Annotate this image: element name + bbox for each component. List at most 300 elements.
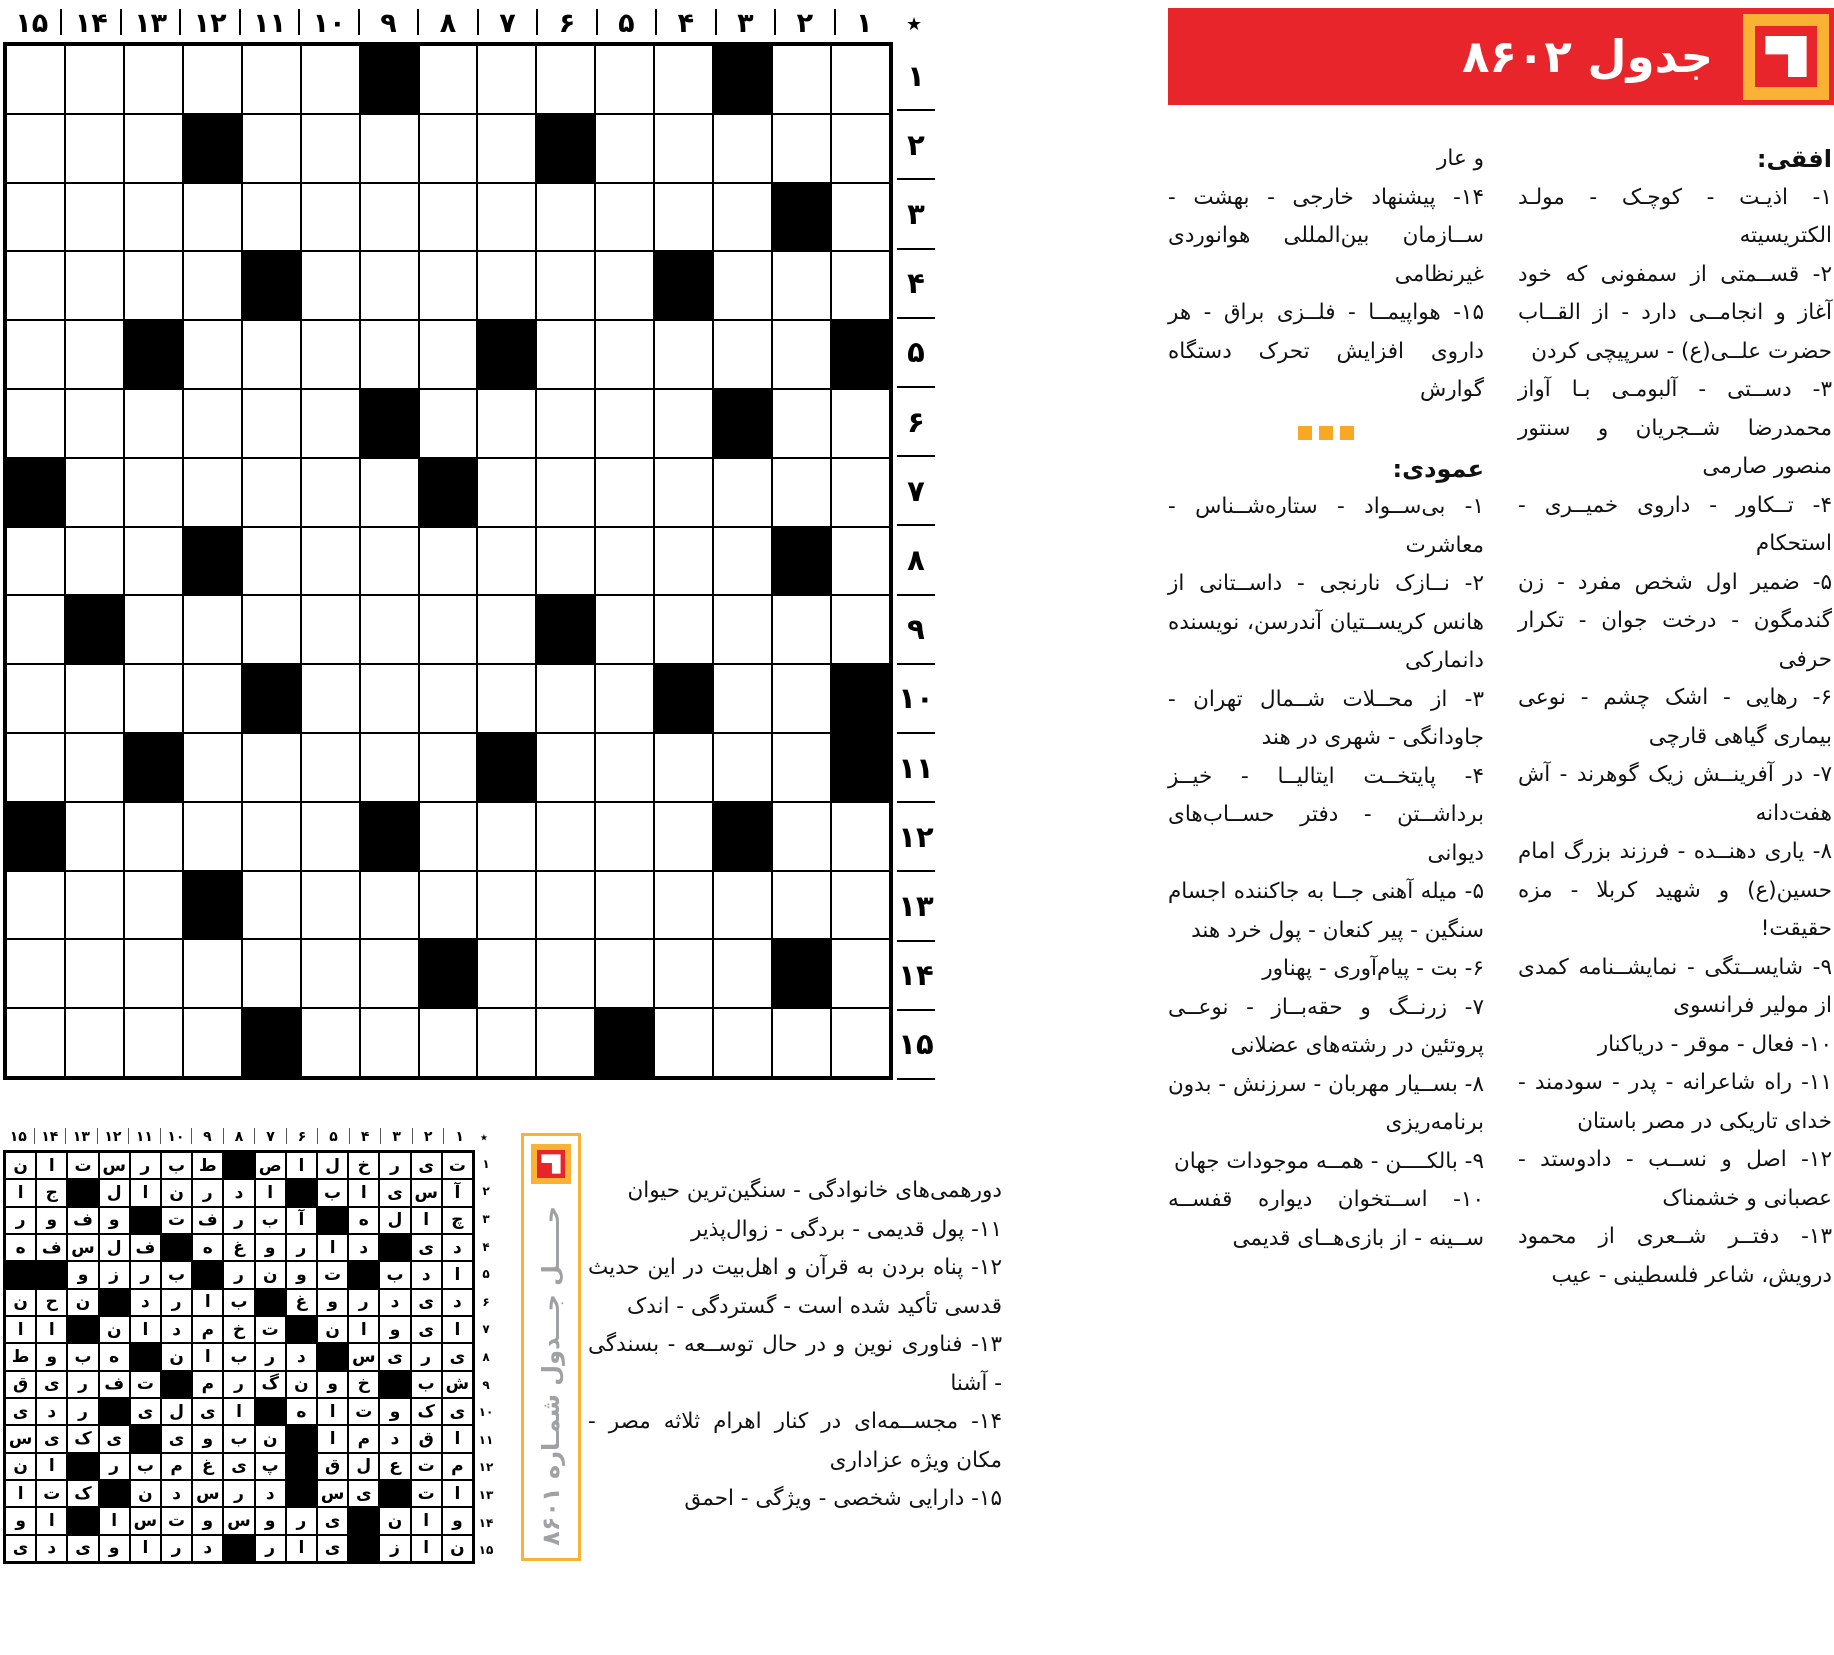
solved-letter-cell: غ [286,1289,317,1316]
grid-cell[interactable] [654,733,713,802]
solved-letter-cell: د [286,1343,317,1370]
grid-cell[interactable] [242,320,301,389]
grid-cell[interactable] [65,251,124,320]
solved-letter-cell: م [442,1453,473,1480]
grid-cell[interactable] [831,45,890,114]
grid-cell[interactable] [360,183,419,252]
grid-cell[interactable] [536,802,595,871]
grid-cell[interactable] [183,320,242,389]
grid-cell[interactable] [772,251,831,320]
grid-cell[interactable] [124,871,183,940]
grid-cell[interactable] [242,527,301,596]
grid-black-cell [654,251,713,320]
solved-grid-row-labels [477,1150,495,1564]
grid-cell[interactable] [831,939,890,1008]
grid-cell[interactable] [301,1008,360,1077]
grid-cell[interactable] [654,320,713,389]
solved-grid-col-label: ۱۵ [9,1129,27,1145]
grid-cell[interactable] [124,802,183,871]
grid-cell[interactable] [477,871,536,940]
grid-cell[interactable] [360,1008,419,1077]
solved-letter-cell: ه [348,1207,379,1234]
grid-cell[interactable] [772,733,831,802]
grid-black-cell [124,733,183,802]
grid-cell[interactable] [713,871,772,940]
solved-letter-cell: ف [99,1371,130,1398]
solved-black-cell [286,1179,317,1206]
solved-grid-row-label: ۱۱ [478,1432,494,1447]
grid-cell[interactable] [301,664,360,733]
grid-cell[interactable] [654,458,713,527]
across-clue: ۸- یاری دهنــده - فرزند بزرگ امام حسین(ع) و شهید کربلا - مزه حقیقت! [1518,839,1832,941]
grid-cell[interactable] [360,527,419,596]
solved-letter-cell: ص [255,1152,286,1179]
grid-black-cell [360,802,419,871]
grid-cell[interactable] [831,871,890,940]
grid-cell[interactable] [654,183,713,252]
down-clue: ۴- پایتخــت ایتالیــا - خیــز برداشــتن - دفتر حســاب‌های دیوانی [1168,763,1484,866]
solved-letter-cell: ا [317,1398,348,1425]
grid-cell[interactable] [183,595,242,664]
grid-cell[interactable] [360,733,419,802]
grid-cell[interactable] [65,664,124,733]
solved-black-cell [223,1535,254,1562]
solved-letter-cell: ه [286,1398,317,1425]
grid-cell[interactable] [242,871,301,940]
grid-cell[interactable] [595,802,654,871]
grid-cell[interactable] [124,458,183,527]
solved-black-cell [348,1535,379,1562]
grid-cell[interactable] [301,733,360,802]
solved-black-cell [67,1507,98,1534]
solved-letter-cell: ک [411,1398,442,1425]
solved-letter-cell: ی [5,1535,36,1562]
grid-cell[interactable] [536,458,595,527]
solved-letter-cell: آ [286,1207,317,1234]
grid-cell[interactable] [183,183,242,252]
grid-cell[interactable] [6,871,65,940]
grid-cell[interactable] [477,939,536,1008]
grid-cell[interactable] [713,183,772,252]
grid-cell[interactable] [6,251,65,320]
grid-cell[interactable] [595,527,654,596]
grid-cell[interactable] [536,664,595,733]
main-grid-col-label: ۱۰ [298,9,357,35]
solved-letter-cell: ب [379,1261,410,1288]
solved-letter-cell: ا [36,1316,67,1343]
grid-cell[interactable] [595,320,654,389]
grid-cell[interactable] [536,389,595,458]
across-clue: ۹- شایســتگی - نمایشــنامه کمدی از مولیر فرانسوی [1518,954,1832,1018]
solved-letter-cell: ل [317,1152,348,1179]
solved-letter-cell: ن [99,1316,130,1343]
grid-cell[interactable] [124,389,183,458]
solved-grid-row-label: ۸ [482,1349,490,1364]
grid-cell[interactable] [654,802,713,871]
grid-cell[interactable] [831,802,890,871]
grid-cell[interactable] [772,45,831,114]
grid-black-cell [183,114,242,183]
grid-cell[interactable] [477,458,536,527]
solved-letter-cell: ت [442,1152,473,1179]
grid-cell[interactable] [183,458,242,527]
grid-cell[interactable] [595,251,654,320]
solved-black-cell [317,1343,348,1370]
grid-cell[interactable] [654,1008,713,1077]
grid-cell[interactable] [242,733,301,802]
solved-letter-cell: ر [348,1289,379,1316]
solved-letter-cell: ی [192,1398,223,1425]
grid-cell[interactable] [419,45,478,114]
grid-cell[interactable] [713,527,772,596]
solved-letter-cell: ش [442,1371,473,1398]
grid-cell[interactable] [6,733,65,802]
grid-cell[interactable] [301,114,360,183]
solved-letter-cell: ب [411,1371,442,1398]
grid-cell[interactable] [301,527,360,596]
grid-cell[interactable] [242,114,301,183]
grid-cell[interactable] [124,114,183,183]
solved-black-cell [161,1234,192,1261]
grid-cell[interactable] [301,320,360,389]
solved-grid-row-label: ۷ [482,1322,490,1337]
grid-cell[interactable] [65,1008,124,1077]
grid-cell[interactable] [183,251,242,320]
grid-cell[interactable] [242,389,301,458]
grid-cell[interactable] [65,183,124,252]
grid-cell[interactable] [6,45,65,114]
solved-letter-cell: ا [348,1179,379,1206]
solved-letter-cell: ت [411,1480,442,1507]
grid-cell[interactable] [477,45,536,114]
grid-cell[interactable] [654,527,713,596]
grid-cell[interactable] [595,114,654,183]
solved-letter-cell: د [442,1234,473,1261]
solved-black-cell [130,1343,161,1370]
grid-cell[interactable] [595,733,654,802]
grid-cell[interactable] [183,664,242,733]
solved-letter-cell: س [130,1507,161,1534]
grid-cell[interactable] [360,595,419,664]
across-clue: ۱۳- دفتــر شــعری از محمود درویش، شاعر فلسطینی - عیب [1518,1224,1832,1288]
grid-cell[interactable] [301,458,360,527]
grid-cell[interactable] [419,733,478,802]
main-grid-col-label: ۲ [774,9,833,35]
grid-cell[interactable] [477,389,536,458]
grid-cell[interactable] [536,1008,595,1077]
grid-cell[interactable] [713,320,772,389]
grid-cell[interactable] [831,458,890,527]
solved-letter-cell: ر [161,1535,192,1562]
grid-cell[interactable] [124,527,183,596]
grid-cell[interactable] [360,251,419,320]
grid-cell[interactable] [477,527,536,596]
grid-cell[interactable] [595,183,654,252]
main-grid-row-label: ۱۱ [897,734,935,803]
grid-cell[interactable] [242,183,301,252]
solved-letter-cell: ن [255,1425,286,1452]
grid-cell[interactable] [419,595,478,664]
grid-cell[interactable] [713,251,772,320]
grid-cell[interactable] [6,183,65,252]
grid-cell[interactable] [831,183,890,252]
grid-cell[interactable] [654,45,713,114]
solved-black-cell [5,1261,36,1288]
grid-black-cell [831,733,890,802]
grid-cell[interactable] [242,939,301,1008]
across-clue: ۶- رهایی - اشک چشم - نوعی بیماری گیاهی قارچی [1518,685,1832,749]
main-grid-row-label: ۱۰ [897,665,935,734]
grid-cell[interactable] [65,871,124,940]
grid-cell[interactable] [831,251,890,320]
solved-letter-cell: ا [130,1316,161,1343]
grid-cell[interactable] [831,389,890,458]
main-grid-row-label: ۲ [897,111,935,180]
grid-cell[interactable] [772,389,831,458]
grid-cell[interactable] [301,871,360,940]
grid-cell[interactable] [6,389,65,458]
grid-cell[interactable] [360,871,419,940]
grid-cell[interactable] [713,458,772,527]
grid-cell[interactable] [772,458,831,527]
grid-cell[interactable] [831,527,890,596]
solved-letter-cell: ا [348,1316,379,1343]
grid-cell[interactable] [242,45,301,114]
grid-cell[interactable] [6,939,65,1008]
grid-cell[interactable] [772,871,831,940]
grid-cell[interactable] [360,939,419,1008]
grid-cell[interactable] [419,527,478,596]
solved-letter-cell: ر [255,1535,286,1562]
solved-letter-cell: د [192,1535,223,1562]
solved-letter-cell: و [317,1289,348,1316]
grid-cell[interactable] [477,802,536,871]
solved-grid-row-label: ۹ [482,1377,490,1392]
grid-cell[interactable] [419,183,478,252]
grid-cell[interactable] [477,664,536,733]
grid-cell[interactable] [536,183,595,252]
grid-cell[interactable] [419,114,478,183]
grid-cell[interactable] [654,595,713,664]
solved-letter-cell: ح [36,1289,67,1316]
grid-cell[interactable] [65,114,124,183]
grid-cell[interactable] [419,664,478,733]
grid-cell[interactable] [477,251,536,320]
solved-letter-cell: ر [130,1152,161,1179]
grid-cell[interactable] [65,802,124,871]
grid-cell[interactable] [6,664,65,733]
main-grid-column-labels [3,6,893,38]
solved-letter-cell: ر [223,1480,254,1507]
grid-cell[interactable] [360,664,419,733]
grid-cell[interactable] [772,1008,831,1077]
grid-cell[interactable] [831,595,890,664]
grid-cell[interactable] [65,389,124,458]
solved-crossword-grid [3,1150,475,1564]
solved-letter-cell: ب [223,1343,254,1370]
grid-cell[interactable] [831,1008,890,1077]
grid-cell[interactable] [124,939,183,1008]
grid-cell[interactable] [183,802,242,871]
grid-cell[interactable] [536,45,595,114]
solved-letter-cell: ب [161,1152,192,1179]
grid-cell[interactable] [654,871,713,940]
solved-letter-cell: ا [36,1453,67,1480]
solved-letter-cell: س [317,1480,348,1507]
solved-letter-cell: ل [99,1179,130,1206]
grid-cell[interactable] [360,458,419,527]
grid-black-cell [242,251,301,320]
down-clue: ۷- زرنــگ و حقه‌بــاز - نوعــی پروتئین در رشته‌های عضلانی [1168,994,1484,1058]
grid-cell[interactable] [301,45,360,114]
grid-cell[interactable] [6,1008,65,1077]
grid-cell[interactable] [65,458,124,527]
grid-cell[interactable] [183,733,242,802]
main-grid-col-label: ۱۵ [15,8,49,39]
solved-letter-cell: ه [5,1234,36,1261]
solved-grid-col-label: ۱ [443,1128,475,1144]
solved-letter-cell: و [442,1507,473,1534]
grid-cell[interactable] [595,871,654,940]
solved-black-cell [99,1480,130,1507]
grid-black-cell [183,527,242,596]
grid-cell[interactable] [242,595,301,664]
grid-cell[interactable] [713,733,772,802]
grid-cell[interactable] [6,114,65,183]
grid-cell[interactable] [772,802,831,871]
grid-cell[interactable] [124,664,183,733]
grid-cell[interactable] [654,939,713,1008]
grid-cell[interactable] [6,320,65,389]
grid-cell[interactable] [831,114,890,183]
grid-cell[interactable] [713,595,772,664]
grid-cell[interactable] [65,320,124,389]
logo-inner-square [1755,26,1817,88]
solved-letter-cell: م [192,1371,223,1398]
solved-grid-col-label: ۴ [349,1128,381,1144]
across-clue: ۱۰- فعال - موقر - دریاکنار [1597,1031,1832,1057]
grid-cell[interactable] [654,389,713,458]
grid-cell[interactable] [713,664,772,733]
grid-cell[interactable] [536,527,595,596]
main-grid-row-labels [897,42,935,1080]
solved-letter-cell: و [379,1316,410,1343]
grid-cell[interactable] [124,595,183,664]
grid-cell[interactable] [301,802,360,871]
grid-cell[interactable] [536,939,595,1008]
across-clue-13-continuation: و عار [1437,146,1484,171]
grid-cell[interactable] [477,114,536,183]
grid-cell[interactable] [772,664,831,733]
solved-letter-cell: ی [411,1152,442,1179]
grid-cell[interactable] [124,45,183,114]
grid-cell[interactable] [124,1008,183,1077]
grid-cell[interactable] [772,320,831,389]
grid-cell[interactable] [595,595,654,664]
grid-cell[interactable] [124,251,183,320]
grid-cell[interactable] [360,114,419,183]
grid-cell[interactable] [183,939,242,1008]
grid-cell[interactable] [301,595,360,664]
grid-cell[interactable] [419,1008,478,1077]
solved-letter-cell: و [67,1261,98,1288]
grid-cell[interactable] [419,802,478,871]
grid-cell[interactable] [301,939,360,1008]
grid-cell[interactable] [6,527,65,596]
grid-cell[interactable] [6,595,65,664]
down-clue: ۱۰- اســتخوان دیواره قفســه ســینه - از بازی‌هــای قدیمی [1168,1187,1484,1251]
solved-letter-cell: ی [99,1425,130,1452]
grid-cell[interactable] [242,458,301,527]
solved-black-cell [379,1234,410,1261]
grid-cell[interactable] [65,733,124,802]
solved-letter-cell: ی [411,1316,442,1343]
grid-cell[interactable] [183,45,242,114]
grid-cell[interactable] [713,1008,772,1077]
grid-cell[interactable] [183,389,242,458]
solved-letter-cell: ر [130,1261,161,1288]
grid-cell[interactable] [301,251,360,320]
grid-cell[interactable] [595,458,654,527]
grid-cell[interactable] [477,595,536,664]
grid-cell[interactable] [301,183,360,252]
grid-cell[interactable] [65,45,124,114]
down-clue: ۲- نــازک نارنجی - داســتانی از هانس کریســتیان آندرسن، نویسنده دانمارکی [1168,571,1484,673]
grid-cell[interactable] [124,183,183,252]
grid-cell[interactable] [419,389,478,458]
grid-black-cell [6,802,65,871]
grid-cell[interactable] [595,939,654,1008]
solved-black-cell [286,1316,317,1343]
grid-cell[interactable] [65,939,124,1008]
solved-grid-col-label: ۸ [223,1128,255,1144]
grid-cell[interactable] [772,595,831,664]
down-clue: ۳- از محــلات شــمال تهران - جاودانگی - شهری در هند [1168,686,1484,750]
grid-black-cell [242,664,301,733]
solved-letter-cell: ب [255,1207,286,1234]
grid-cell[interactable] [419,251,478,320]
grid-cell[interactable] [595,389,654,458]
solved-letter-cell: ا [286,1535,317,1562]
grid-cell[interactable] [477,183,536,252]
middle-clues-column [1168,140,1484,1650]
grid-cell[interactable] [713,114,772,183]
grid-cell[interactable] [301,389,360,458]
grid-cell[interactable] [536,320,595,389]
grid-cell[interactable] [360,320,419,389]
grid-cell[interactable] [536,871,595,940]
grid-cell[interactable] [654,114,713,183]
solved-letter-cell: خ [348,1371,379,1398]
solved-letter-cell: ر [161,1289,192,1316]
across-clue: ۱۴- پیشنهاد خارجی - بهشت - ســازمان بین‌المللی هوانوردی غیرنظامی [1168,184,1484,287]
main-grid-row-label: ۵ [897,319,935,388]
solved-letter-cell: ر [5,1207,36,1234]
grid-cell[interactable] [536,251,595,320]
grid-cell[interactable] [419,871,478,940]
grid-cell[interactable] [477,1008,536,1077]
solved-letter-cell: خ [348,1152,379,1179]
grid-cell[interactable] [65,527,124,596]
grid-cell[interactable] [595,664,654,733]
grid-cell[interactable] [772,114,831,183]
grid-cell[interactable] [713,939,772,1008]
grid-cell[interactable] [183,1008,242,1077]
grid-cell[interactable] [419,320,478,389]
grid-cell[interactable] [242,802,301,871]
grid-cell[interactable] [595,45,654,114]
grid-cell[interactable] [536,733,595,802]
